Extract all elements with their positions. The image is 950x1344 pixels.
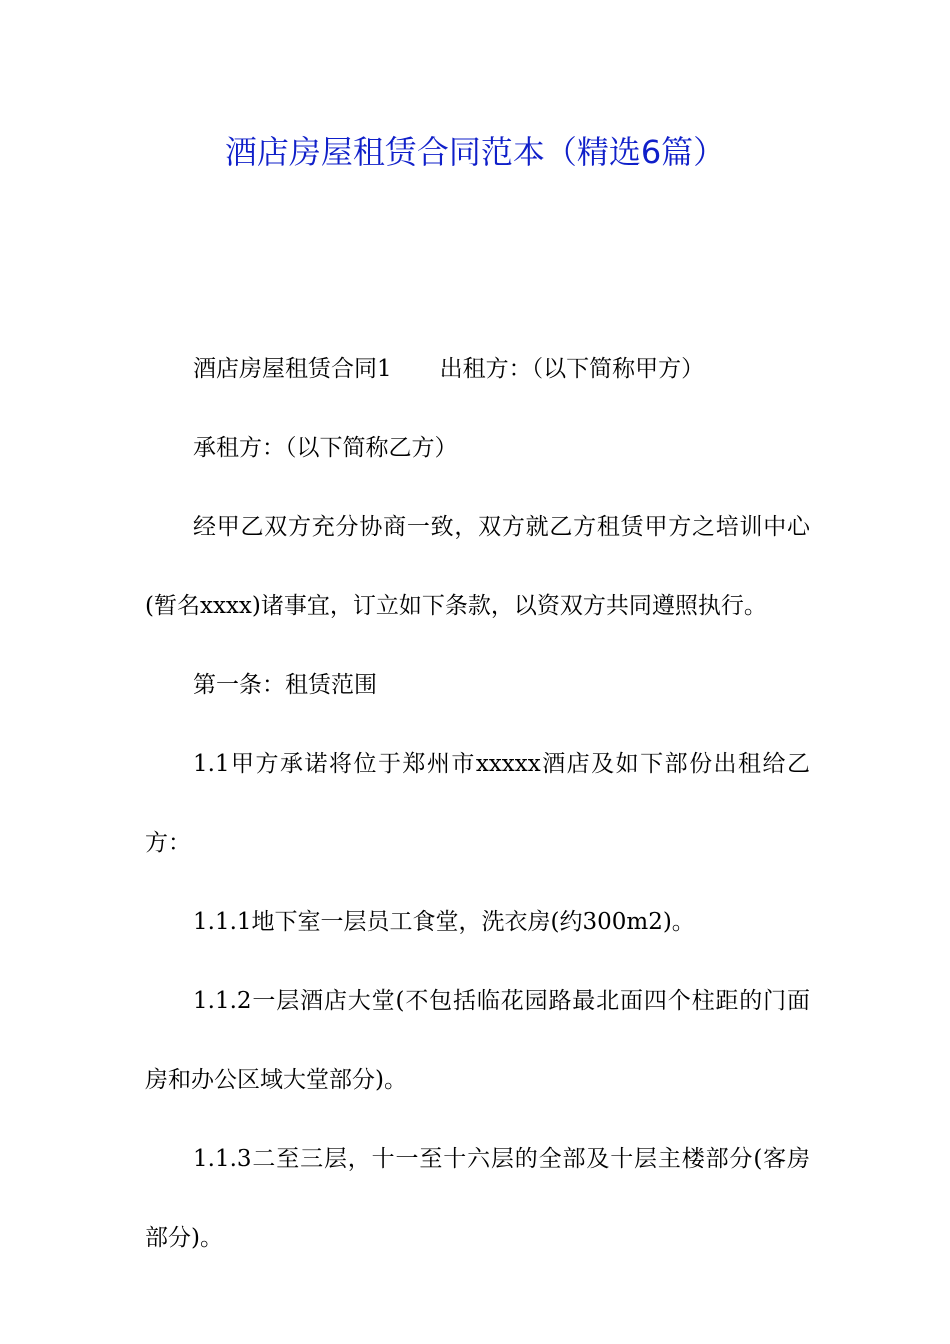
lessor-label: 出租方：（以下简称甲方）	[439, 356, 705, 382]
document-body	[145, 330, 810, 1278]
paragraph-clause-1-1-3: 1.1.3二至三层，十一至十六层的全部及十层主楼部分(客房部分)。	[145, 1146, 810, 1251]
contract-number-label: 酒店房屋租赁合同1	[193, 356, 392, 382]
paragraph-agreement: 经甲乙双方充分协商一致，双方就乙方租赁甲方之培训中心(暂名xxxx)诸事宜，订立如下条款，以资双方共同遵照执行。	[145, 514, 810, 619]
paragraph-clause-1-1: 1.1甲方承诺将位于郑州市xxxxx酒店及如下部份出租给乙方：	[145, 751, 810, 856]
paragraph-lessee: 承租方：（以下简称乙方）	[193, 435, 458, 461]
paragraph-clause-1-1-2: 1.1.2一层酒店大堂(不包括临花园路最北面四个柱距的门面房和办公区域大堂部分)。	[145, 988, 810, 1093]
paragraph-clause-1-1-1: 1.1.1地下室一层员工食堂，洗衣房(约300m2)。	[193, 909, 695, 935]
paragraph-contract-heading	[145, 330, 810, 409]
paragraph-article-one: 第一条：租赁范围	[193, 672, 377, 698]
document-title: 酒店房屋租赁合同范本（精选6篇）	[224, 133, 726, 171]
